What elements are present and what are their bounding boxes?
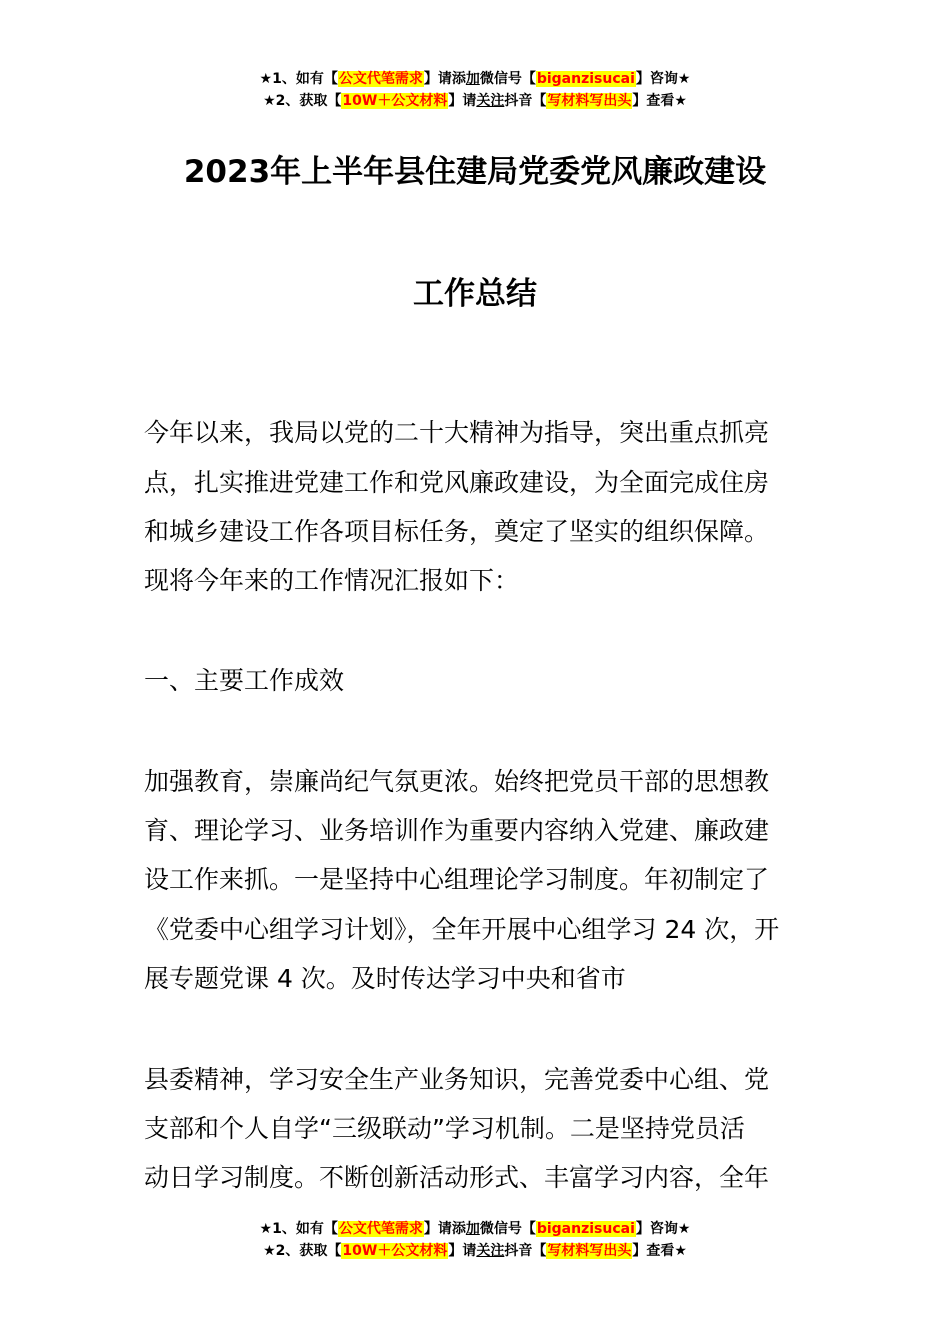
banner-highlight: 10W＋公文材料 xyxy=(342,1243,448,1259)
body-line: 点，扎实推进党建工作和党风廉政建设，为全面完成住房 xyxy=(144,468,770,497)
banner-line-2: ★2、获取【10W＋公文材料】请关注抖音【写材料写出头】查看★ xyxy=(263,1243,687,1259)
document-title-line-1: 2023年上半年县住建局党委党风廉政建设 xyxy=(183,154,767,190)
banner-line-1: ★1、如有【公文代笔需求】请添加微信号【biganzisucai】咨询★ xyxy=(259,1221,691,1237)
body-line: 现将今年来的工作情况汇报如下： xyxy=(144,566,520,595)
banner-highlight: 公文代笔需求 xyxy=(338,71,423,87)
body-line: 展专题党课 4 次。及时传达学习中央和省市 xyxy=(144,964,626,993)
header-banner xyxy=(0,68,950,112)
body-line: 县委精神，学习安全生产业务知识，完善党委中心组、党 xyxy=(144,1065,770,1094)
banner-highlight: 写材料写出头 xyxy=(547,93,632,109)
section-heading: 一、主要工作成效 xyxy=(144,666,345,695)
body-line: 支部和个人自学“三级联动”学习机制。二是坚持党员活 xyxy=(144,1114,745,1143)
banner-highlight: 公文代笔需求 xyxy=(338,1221,423,1237)
banner-line-2: ★2、获取【10W＋公文材料】请关注抖音【写材料写出头】查看★ xyxy=(263,93,687,109)
banner-highlight: 写材料写出头 xyxy=(547,1243,632,1259)
banner-line-1: ★1、如有【公文代笔需求】请添加微信号【biganzisucai】咨询★ xyxy=(259,71,691,87)
banner-highlight: biganzisucai xyxy=(536,1221,635,1237)
banner-highlight: biganzisucai xyxy=(536,71,635,87)
body-line: 动日学习制度。不断创新活动形式、丰富学习内容，全年 xyxy=(144,1163,770,1192)
footer-banner xyxy=(0,1218,950,1262)
body-line: 设工作来抓。一是坚持中心组理论学习制度。年初制定了 xyxy=(144,865,770,894)
document-title-line-2: 工作总结 xyxy=(413,276,537,312)
body-line: 和城乡建设工作各项目标任务，奠定了坚实的组织保障。 xyxy=(144,517,770,546)
body-line: 加强教育，崇廉尚纪气氛更浓。始终把党员干部的思想教 xyxy=(144,767,770,796)
banner-highlight: 10W＋公文材料 xyxy=(342,93,448,109)
body-line: 今年以来，我局以党的二十大精神为指导，突出重点抓亮 xyxy=(144,418,770,447)
body-line: 《党委中心组学习计划》，全年开展中心组学习 24 次，开 xyxy=(144,915,780,944)
body-line: 育、理论学习、业务培训作为重要内容纳入党建、廉政建 xyxy=(144,816,770,845)
